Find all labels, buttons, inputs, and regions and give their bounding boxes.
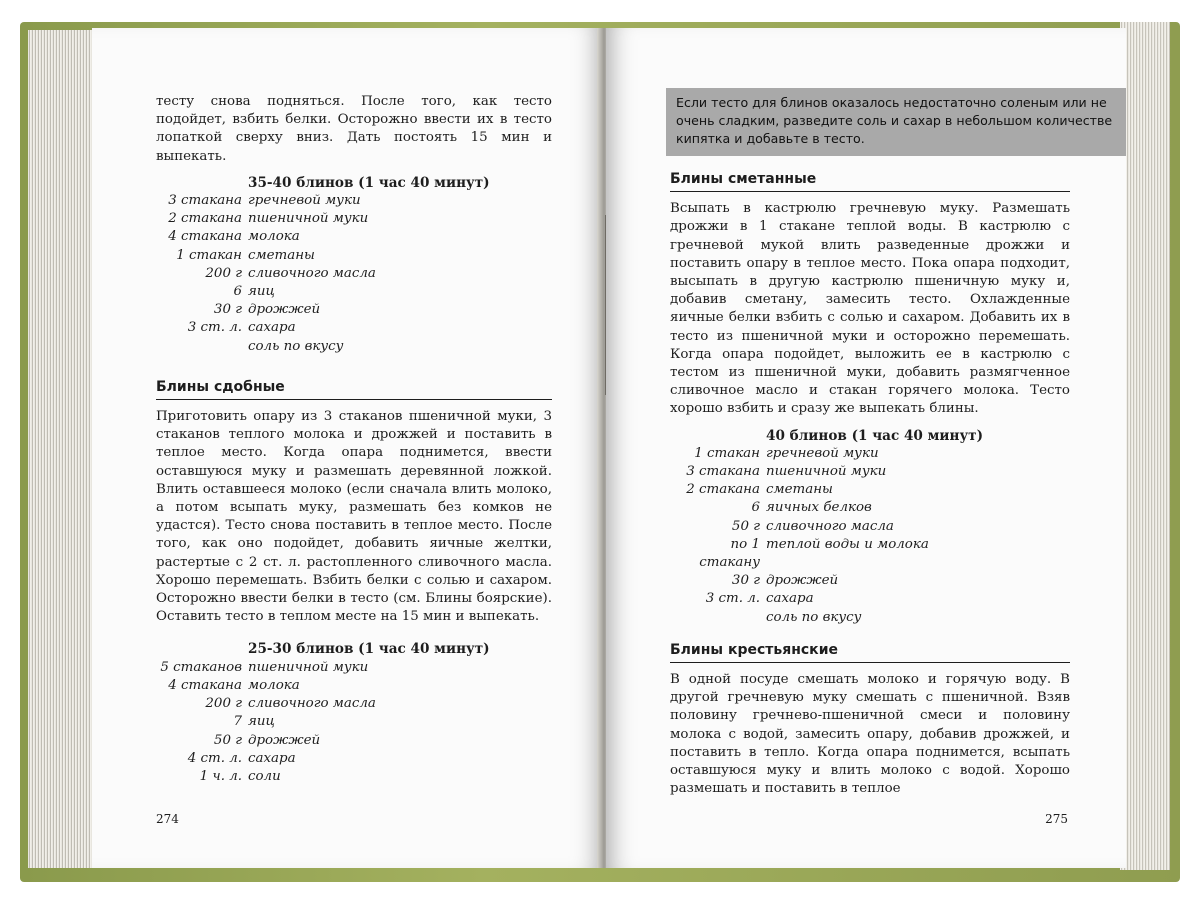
- section-paragraph: Всыпать в кастрюлю гречневую муку. Размешать дрожжи в 1 стакане теплой воды. В кастрюлю с гречневой мукой влить разведенные дрожжи и поставить опару в теплое место. Пока опара подходит, высыпать в другую кастрюлю пшеничную муку и, добавив сметану, замесить тесто. Охлажденные яичные белки взбить с солью и сахаром. Добавить их в тесто из пшеничной муки и осторожно перемешать. Когда опара подойдет, выложить ее в кастрюлю с тестом из пшеничной муки, добавить размягченное сливочное масло и стакан горячего молока. Тесто хорошо взбить и сразу же выпекать блины.: [670, 201, 1070, 417]
- section-heading-sdobnye: Блины сдобные: [156, 378, 552, 400]
- section-paragraph: Приготовить опару из 3 стаканов пшеничной муки, 3 стаканов теплого молока и дрожжей и поставить в теплое место. Когда опара поднимется, ввести оставшуюся муку и размешать деревянной ложкой. Влить оставшееся молоко (если сначала влить молоко, а потом всыпать муку, размешать без комков не удастся). Тесто снова поставить в теплое место. После того, как оно подойдет, добавить яичные желтки, растертые с 2 ст. л. растопленного сливочного масла. Хорошо перемешать. Взбить белки с солью и сахаром. Осторожно ввести белки в тесто (см. Блины боярские). Оставить тесто в теплом месте на 15 мин и выпекать.: [156, 409, 552, 625]
- ingredient-row: 4 стакана молока: [168, 229, 300, 245]
- intro-paragraph: тесту снова подняться. После того, как тесто подойдет, взбить белки. Осторожно ввести их в тесто лопаткой сверху вниз. Дать постоять 15 мин и выпекать.: [156, 94, 552, 164]
- ingredient-row: 200 г сливочного масла: [205, 696, 376, 712]
- ingredient-row: 2 стакана пшеничной муки: [168, 211, 369, 227]
- ingredient-row: 2 стакана сметаны: [686, 482, 833, 498]
- ingredient-row: соль по вкусу: [248, 338, 344, 354]
- ingredient-row: 50 г дрожжей: [213, 732, 321, 748]
- ingredient-row: 1 ч. л. соли: [199, 768, 281, 784]
- ingredient-row: 30 г дрожжей: [213, 302, 321, 318]
- ingredient-row: 1 стакан сметаны: [176, 247, 315, 263]
- ingredient-row: 5 стаканов пшеничной муки: [160, 659, 369, 675]
- recipe-ingredients-2: [156, 640, 552, 786]
- page-edges-left: [28, 30, 98, 868]
- left-page: [92, 28, 602, 868]
- right-page: [606, 28, 1126, 868]
- section-heading-smetannye: Блины сметанные: [670, 170, 1070, 192]
- ingredient-row: 3 стакана гречневой муки: [168, 193, 361, 209]
- right-page-content: [670, 88, 1113, 799]
- left-page-content: [156, 93, 552, 786]
- tip-note-box: Если тесто для блинов оказалось недостаточно соленым или не очень сладким, разведите соль и сахар в небольшом количестве кипятка и добавьте в тесто.: [666, 88, 1126, 156]
- ingredient-row: 3 ст. л. сахара: [705, 591, 814, 607]
- ingredient-row: 30 г дрожжей: [731, 573, 839, 589]
- recipe-yield-title: 25-30 блинов (1 час 40 минут): [248, 641, 490, 658]
- section-heading-krestyanskie: Блины крестьянские: [670, 641, 1070, 663]
- ingredient-row: 3 ст. л. сахара: [187, 320, 296, 336]
- recipe-ingredients-1: [156, 174, 552, 356]
- ingredient-row: 7 яиц: [233, 714, 275, 730]
- ingredient-row: по 1 стакану теплой воды и молока: [699, 536, 929, 571]
- recipe-ingredients-3: [670, 427, 1070, 627]
- ingredient-row: 6 яиц: [233, 284, 275, 300]
- ingredient-row: 6 яичных белков: [751, 500, 872, 516]
- ingredient-row: 3 стакана пшеничной муки: [686, 464, 887, 480]
- ingredient-row: 50 г сливочного масла: [731, 518, 894, 534]
- page-number-right: 275: [1045, 812, 1068, 826]
- recipe-yield-title: 40 блинов (1 час 40 минут): [766, 427, 984, 444]
- page-edges-right: [1120, 22, 1170, 870]
- recipe-yield-title: 35-40 блинов (1 час 40 минут): [248, 174, 490, 191]
- ingredient-row: 4 стакана молока: [168, 677, 300, 693]
- ingredient-row: 4 ст. л. сахара: [187, 750, 296, 766]
- ingredient-row: 1 стакан гречневой муки: [694, 445, 879, 461]
- ingredient-row: 200 г сливочного масла: [205, 265, 376, 281]
- ingredient-row: соль по вкусу: [766, 609, 862, 625]
- section-paragraph: В одной посуде смешать молоко и горячую воду. В другой гречневую муку смешать с пшеничной. Взяв половину гречнево-пшеничной смеси и половину молока с водой, замесить опару, добавив дрожжей, и поставить в тепло. Когда опара поднимется, всыпать оставшуюся муку и влить молоко с водой. Хорошо размешать и поставить в теплое: [670, 672, 1070, 797]
- page-number-left: 274: [156, 812, 179, 826]
